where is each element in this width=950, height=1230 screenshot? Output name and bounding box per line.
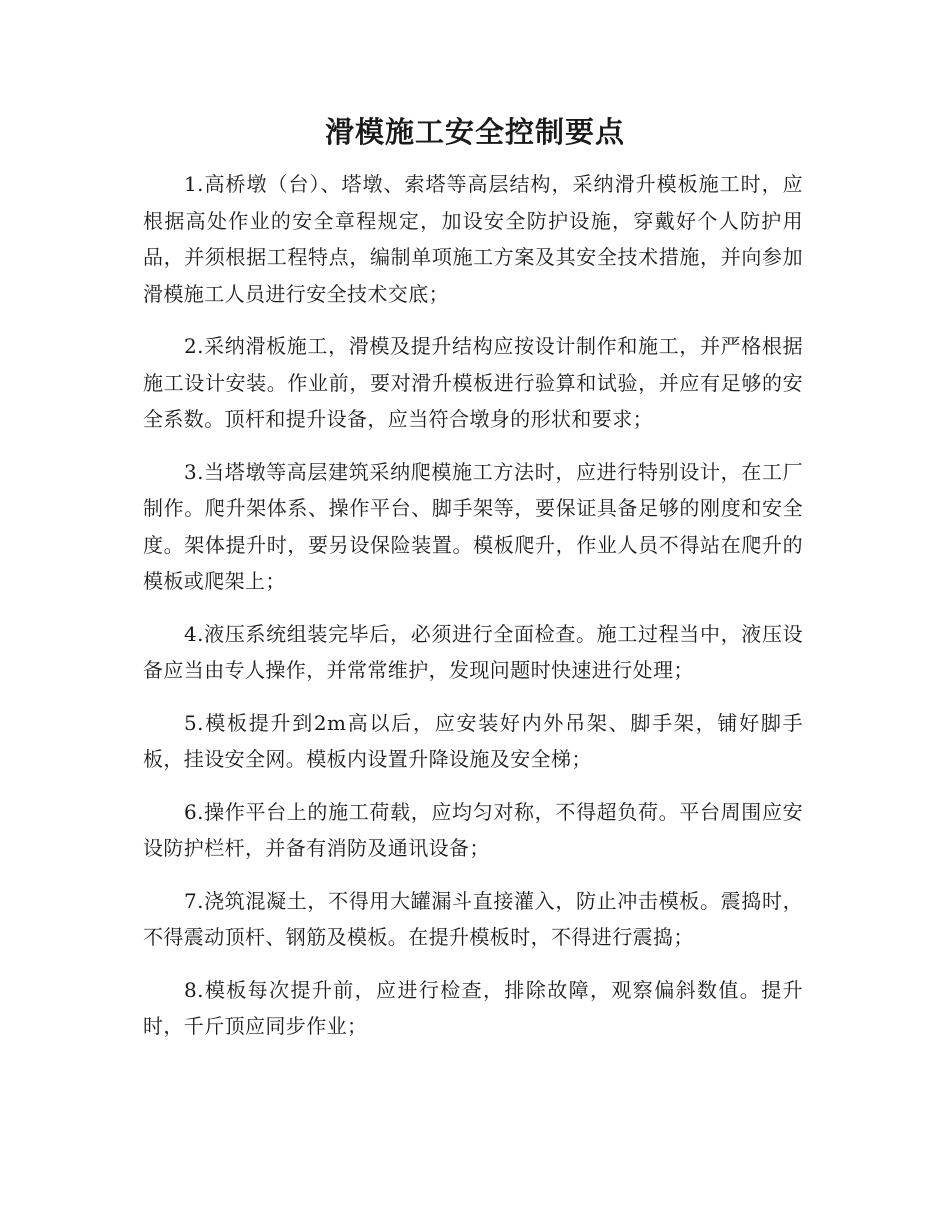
paragraph-2: 2.采纳滑板施工，滑模及提升结构应按设计制作和施工，并严格根据施工设计安装。作业前，要对滑升模板进行验算和试验，并应有足够的安全系数。顶杆和提升设备，应当符合墩身的形状和要求； (143, 334, 803, 431)
paragraph-1: 1.高桥墩（台）、塔墩、索塔等高层结构，采纳滑升模板施工时，应根据高处作业的安全章程规定，加设安全防护设施，穿戴好个人防护用品，并须根据工程特点，编制单项施工方案及其安全技术措施，并向参加滑模施工人员进行安全技术交底； (143, 172, 803, 306)
paragraph-3: 3.当塔墩等高层建筑采纳爬模施工方法时，应进行特别设计，在工厂制作。爬升架体系、操作平台、脚手架等，要保证具备足够的刚度和安全度。架体提升时，要另设保险装置。模板爬升，作业人员不得站在爬升的模板或爬架上； (143, 459, 803, 593)
paragraph-4: 4.液压系统组装完毕后，必须进行全面检查。施工过程当中，液压设备应当由专人操作，并常常维护，发现问题时快速进行处理； (143, 621, 803, 682)
paragraph-7: 7.浇筑混凝土，不得用大罐漏斗直接灌入，防止冲击模板。震捣时，不得震动顶杆、钢筋及模板。在提升模板时，不得进行震捣； (143, 888, 803, 949)
document-body (143, 166, 803, 1061)
document-title: 滑模施工安全控制要点 (324, 115, 625, 149)
paragraph-5: 5.模板提升到2m高以后，应安装好内外吊架、脚手架，铺好脚手板，挂设安全网。模板内设置升降设施及安全梯； (143, 710, 803, 771)
paragraph-6: 6.操作平台上的施工荷载，应均匀对称，不得超负荷。平台周围应安设防护栏杆，并备有消防及通讯设备； (143, 799, 803, 860)
paragraph-8: 8.模板每次提升前，应进行检查，排除故障，观察偏斜数值。提升时，千斤顶应同步作业； (143, 977, 803, 1038)
